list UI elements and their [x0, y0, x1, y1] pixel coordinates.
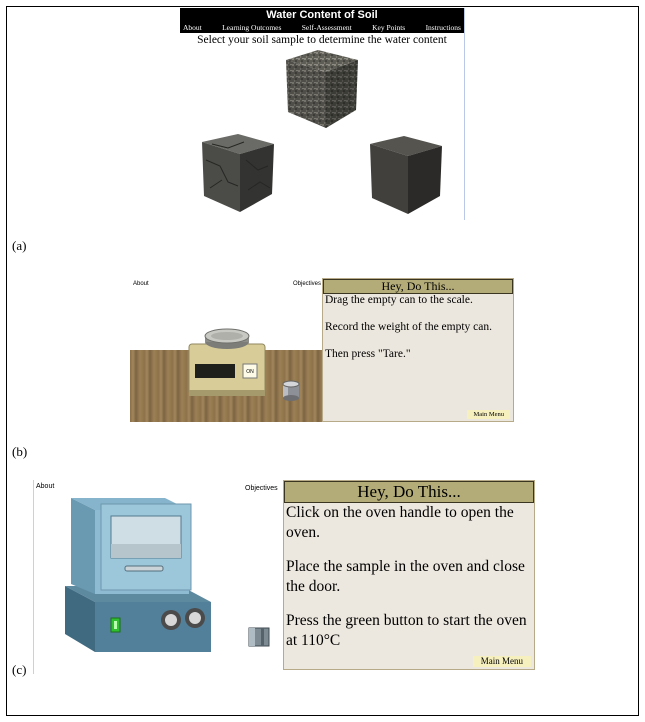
panel-c-oven [33, 480, 537, 674]
menu-instructions[interactable]: Instructions [425, 23, 461, 32]
menu-about[interactable]: About [183, 23, 202, 32]
instruction-step-3: Press the green button to start the oven at 110°C [286, 612, 527, 649]
instruction-panel [322, 278, 514, 422]
timer-knob[interactable] [189, 612, 201, 624]
menu-self-assessment[interactable]: Self-Assessment [301, 23, 352, 32]
app-title: Water Content of Soil [180, 8, 464, 22]
panel-b-scale [130, 278, 516, 426]
instruction-step-3: Then press "Tare." [325, 348, 411, 360]
top-menu [180, 22, 464, 33]
panel-divider [464, 8, 465, 220]
instruction-panel [283, 480, 535, 670]
temperature-knob[interactable] [165, 614, 177, 626]
menu-key-points[interactable]: Key Points [372, 23, 406, 32]
soil-sample-cube-granular[interactable] [280, 46, 364, 130]
instruction-title: Hey, Do This... [284, 481, 534, 503]
label-b: (b) [12, 444, 28, 459]
scale-on-button[interactable]: ON [246, 369, 254, 375]
menu-learning-outcomes[interactable]: Learning Outcomes [222, 23, 282, 32]
instruction-step-2: Record the weight of the empty can. [325, 321, 493, 333]
instruction-step-1: Click on the oven handle to open the oven. [286, 504, 514, 541]
empty-can[interactable] [280, 378, 302, 402]
panel-a-soil-selection [180, 8, 466, 220]
sample-can[interactable] [247, 626, 271, 648]
oven-handle[interactable] [125, 566, 163, 571]
digital-scale[interactable] [185, 328, 275, 400]
soil-sample-cube-clay[interactable] [198, 130, 280, 214]
instruction-step-1: Drag the empty can to the scale. [325, 294, 473, 306]
label-c: (c) [12, 662, 27, 677]
objectives-link[interactable]: Objectives [245, 485, 278, 492]
instruction-step-2: Place the sample in the oven and close the door. [286, 558, 525, 595]
instruction-title: Hey, Do This... [323, 279, 513, 294]
drying-oven [61, 494, 219, 654]
about-link[interactable]: About [133, 281, 149, 287]
label-a: (a) [12, 238, 27, 253]
selection-prompt: Select your soil sample to determine the water content [197, 34, 447, 46]
about-link[interactable]: About [36, 483, 55, 490]
main-menu-button[interactable]: Main Menu [467, 410, 510, 419]
main-menu-button[interactable]: Main Menu [473, 656, 531, 667]
objectives-link[interactable]: Objectives [293, 281, 322, 287]
panel-divider [33, 480, 34, 674]
soil-sample-cube-dark[interactable] [366, 132, 446, 216]
